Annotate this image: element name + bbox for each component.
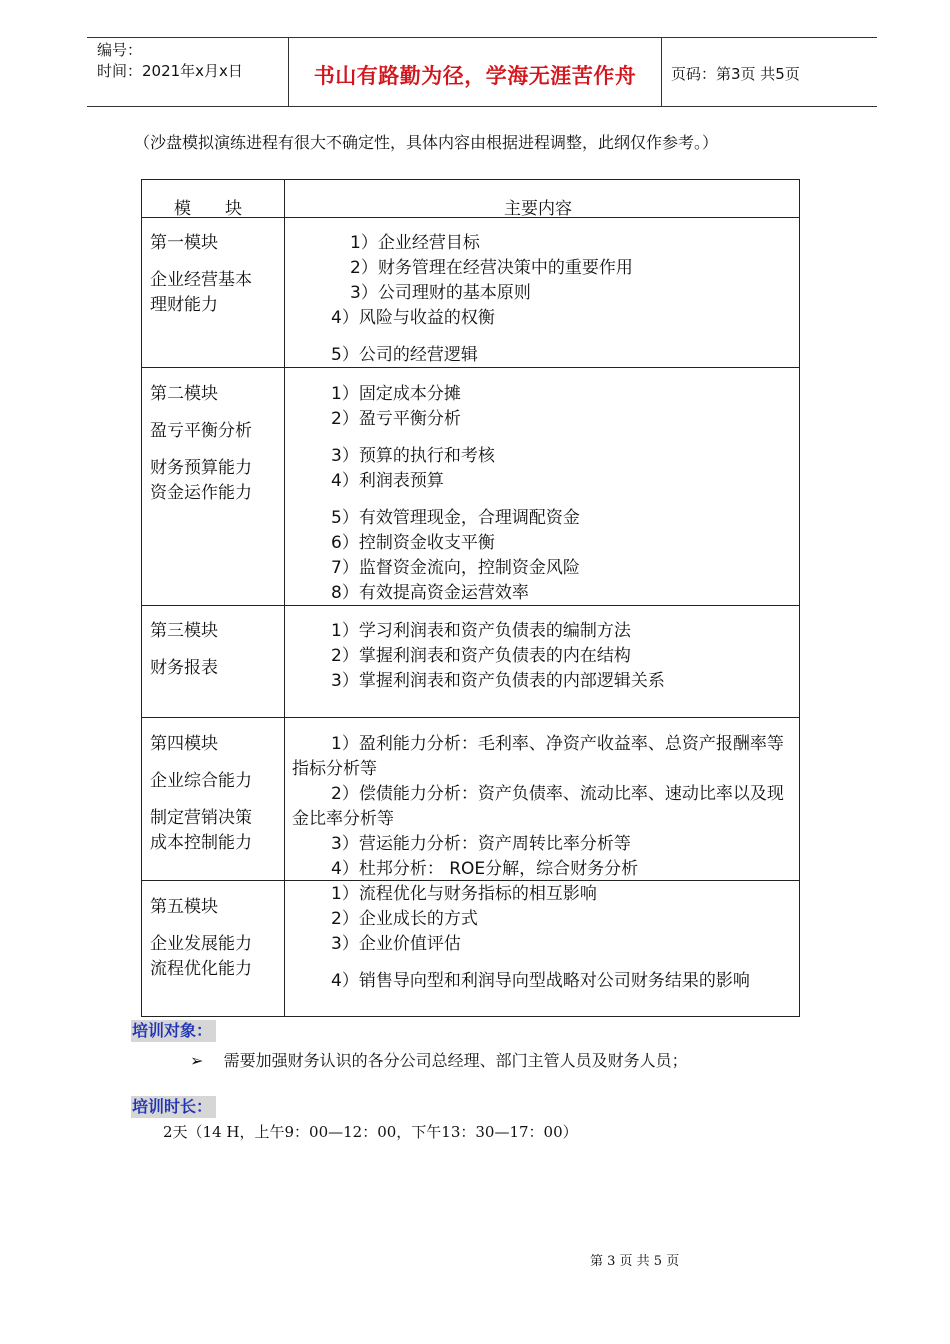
module-2-item: 7）监督资金流向，控制资金风险 — [331, 558, 580, 578]
column-divider — [284, 180, 285, 1016]
module-2-item: 4）利润表预算 — [331, 471, 444, 491]
duration-text: 2天（14 H，上午9：00—12：00，下午13：30—17：00） — [163, 1123, 578, 1141]
module-4-label: 企业综合能力 — [150, 771, 252, 791]
header-page-label: 页码：第3页 共5页 — [671, 65, 800, 83]
module-4-item: 3）营运能力分析：资产周转比率分析等 — [331, 834, 631, 854]
module-2-label: 第二模块 — [150, 384, 218, 404]
module-4-item: 1）盈利能力分析：毛利率、净资产收益率、总资产报酬率等指标分析等 — [292, 734, 784, 779]
module-2-label: 财务预算能力 — [150, 458, 252, 478]
course-table — [141, 179, 800, 1017]
module-3-item: 1）学习利润表和资产负债表的编制方法 — [331, 621, 631, 641]
row-divider — [142, 717, 799, 718]
header-motto: 书山有路勤为径，学海无涯苦作舟 — [313, 64, 637, 88]
module-3-item: 2）掌握利润表和资产负债表的内在结构 — [331, 646, 631, 666]
module-1-item: 1）企业经营目标 — [350, 233, 480, 253]
module-2-label: 盈亏平衡分析 — [150, 421, 252, 441]
arrow-bullet-icon: ➢ — [190, 1051, 204, 1070]
module-1-label: 第一模块 — [150, 233, 218, 253]
module-2-item: 3）预算的执行和考核 — [331, 446, 495, 466]
module-5-item: 2）企业成长的方式 — [331, 909, 478, 929]
audience-text: 需要加强财务认识的各分公司总经理、部门主管人员及财务人员； — [223, 1051, 688, 1070]
module-3-item: 3）掌握利润表和资产负债表的内部逻辑关系 — [331, 671, 665, 691]
header-meta — [97, 40, 243, 82]
page-header — [87, 37, 877, 107]
header-divider — [661, 38, 662, 106]
module-1-label: 企业经营基本 — [150, 270, 252, 290]
duration-title: 培训时长： — [131, 1096, 216, 1118]
module-4-item: 4）杜邦分析： ROE分解，综合财务分析 — [331, 859, 639, 879]
module-1-item: 3）公司理财的基本原则 — [350, 283, 531, 303]
module-2-label: 资金运作能力 — [150, 483, 252, 503]
audience-title: 培训对象： — [131, 1020, 216, 1042]
number-label: 编号： — [97, 41, 143, 59]
header-content: 主要内容 — [504, 199, 572, 219]
time-label: 时间：2021年x月x日 — [97, 62, 243, 80]
header-module: 模 块 — [174, 199, 242, 219]
module-5-item: 1）流程优化与财务指标的相互影响 — [331, 884, 597, 904]
module-2-item: 8）有效提高资金运营效率 — [331, 583, 529, 603]
module-2-item: 1）固定成本分摊 — [331, 384, 461, 404]
module-5-label: 流程优化能力 — [150, 959, 252, 979]
module-1-item: 2）财务管理在经营决策中的重要作用 — [350, 258, 633, 278]
module-5-item: 4）销售导向型和利润导向型战略对公司财务结果的影响 — [331, 971, 750, 991]
module-5-item: 3）企业价值评估 — [331, 934, 461, 954]
module-1-item: 5）公司的经营逻辑 — [331, 345, 478, 365]
module-1-item: 4）风险与收益的权衡 — [331, 308, 495, 328]
module-3-label: 财务报表 — [150, 658, 218, 678]
module-1-label: 理财能力 — [150, 295, 218, 315]
course-note: （沙盘模拟演练进程有很大不确定性，具体内容由根据进程调整，此纲仅作参考。） — [134, 133, 719, 152]
audience-bullet — [190, 1048, 688, 1071]
module-4-item: 2）偿债能力分析：资产负债率、流动比率、速动比率以及现金比率分析等 — [292, 784, 784, 829]
module-3-label: 第三模块 — [150, 621, 218, 641]
module-4-label: 制定营销决策 — [150, 808, 252, 828]
module-4-label: 成本控制能力 — [150, 833, 252, 853]
module-5-label: 第五模块 — [150, 897, 218, 917]
module-2-item: 2）盈亏平衡分析 — [331, 409, 461, 429]
module-2-item: 5）有效管理现金，合理调配资金 — [331, 508, 580, 528]
module-2-item: 6）控制资金收支平衡 — [331, 533, 495, 553]
page-footer: 第 3 页 共 5 页 — [590, 1254, 680, 1269]
module-5-label: 企业发展能力 — [150, 934, 252, 954]
module-4-label: 第四模块 — [150, 734, 218, 754]
